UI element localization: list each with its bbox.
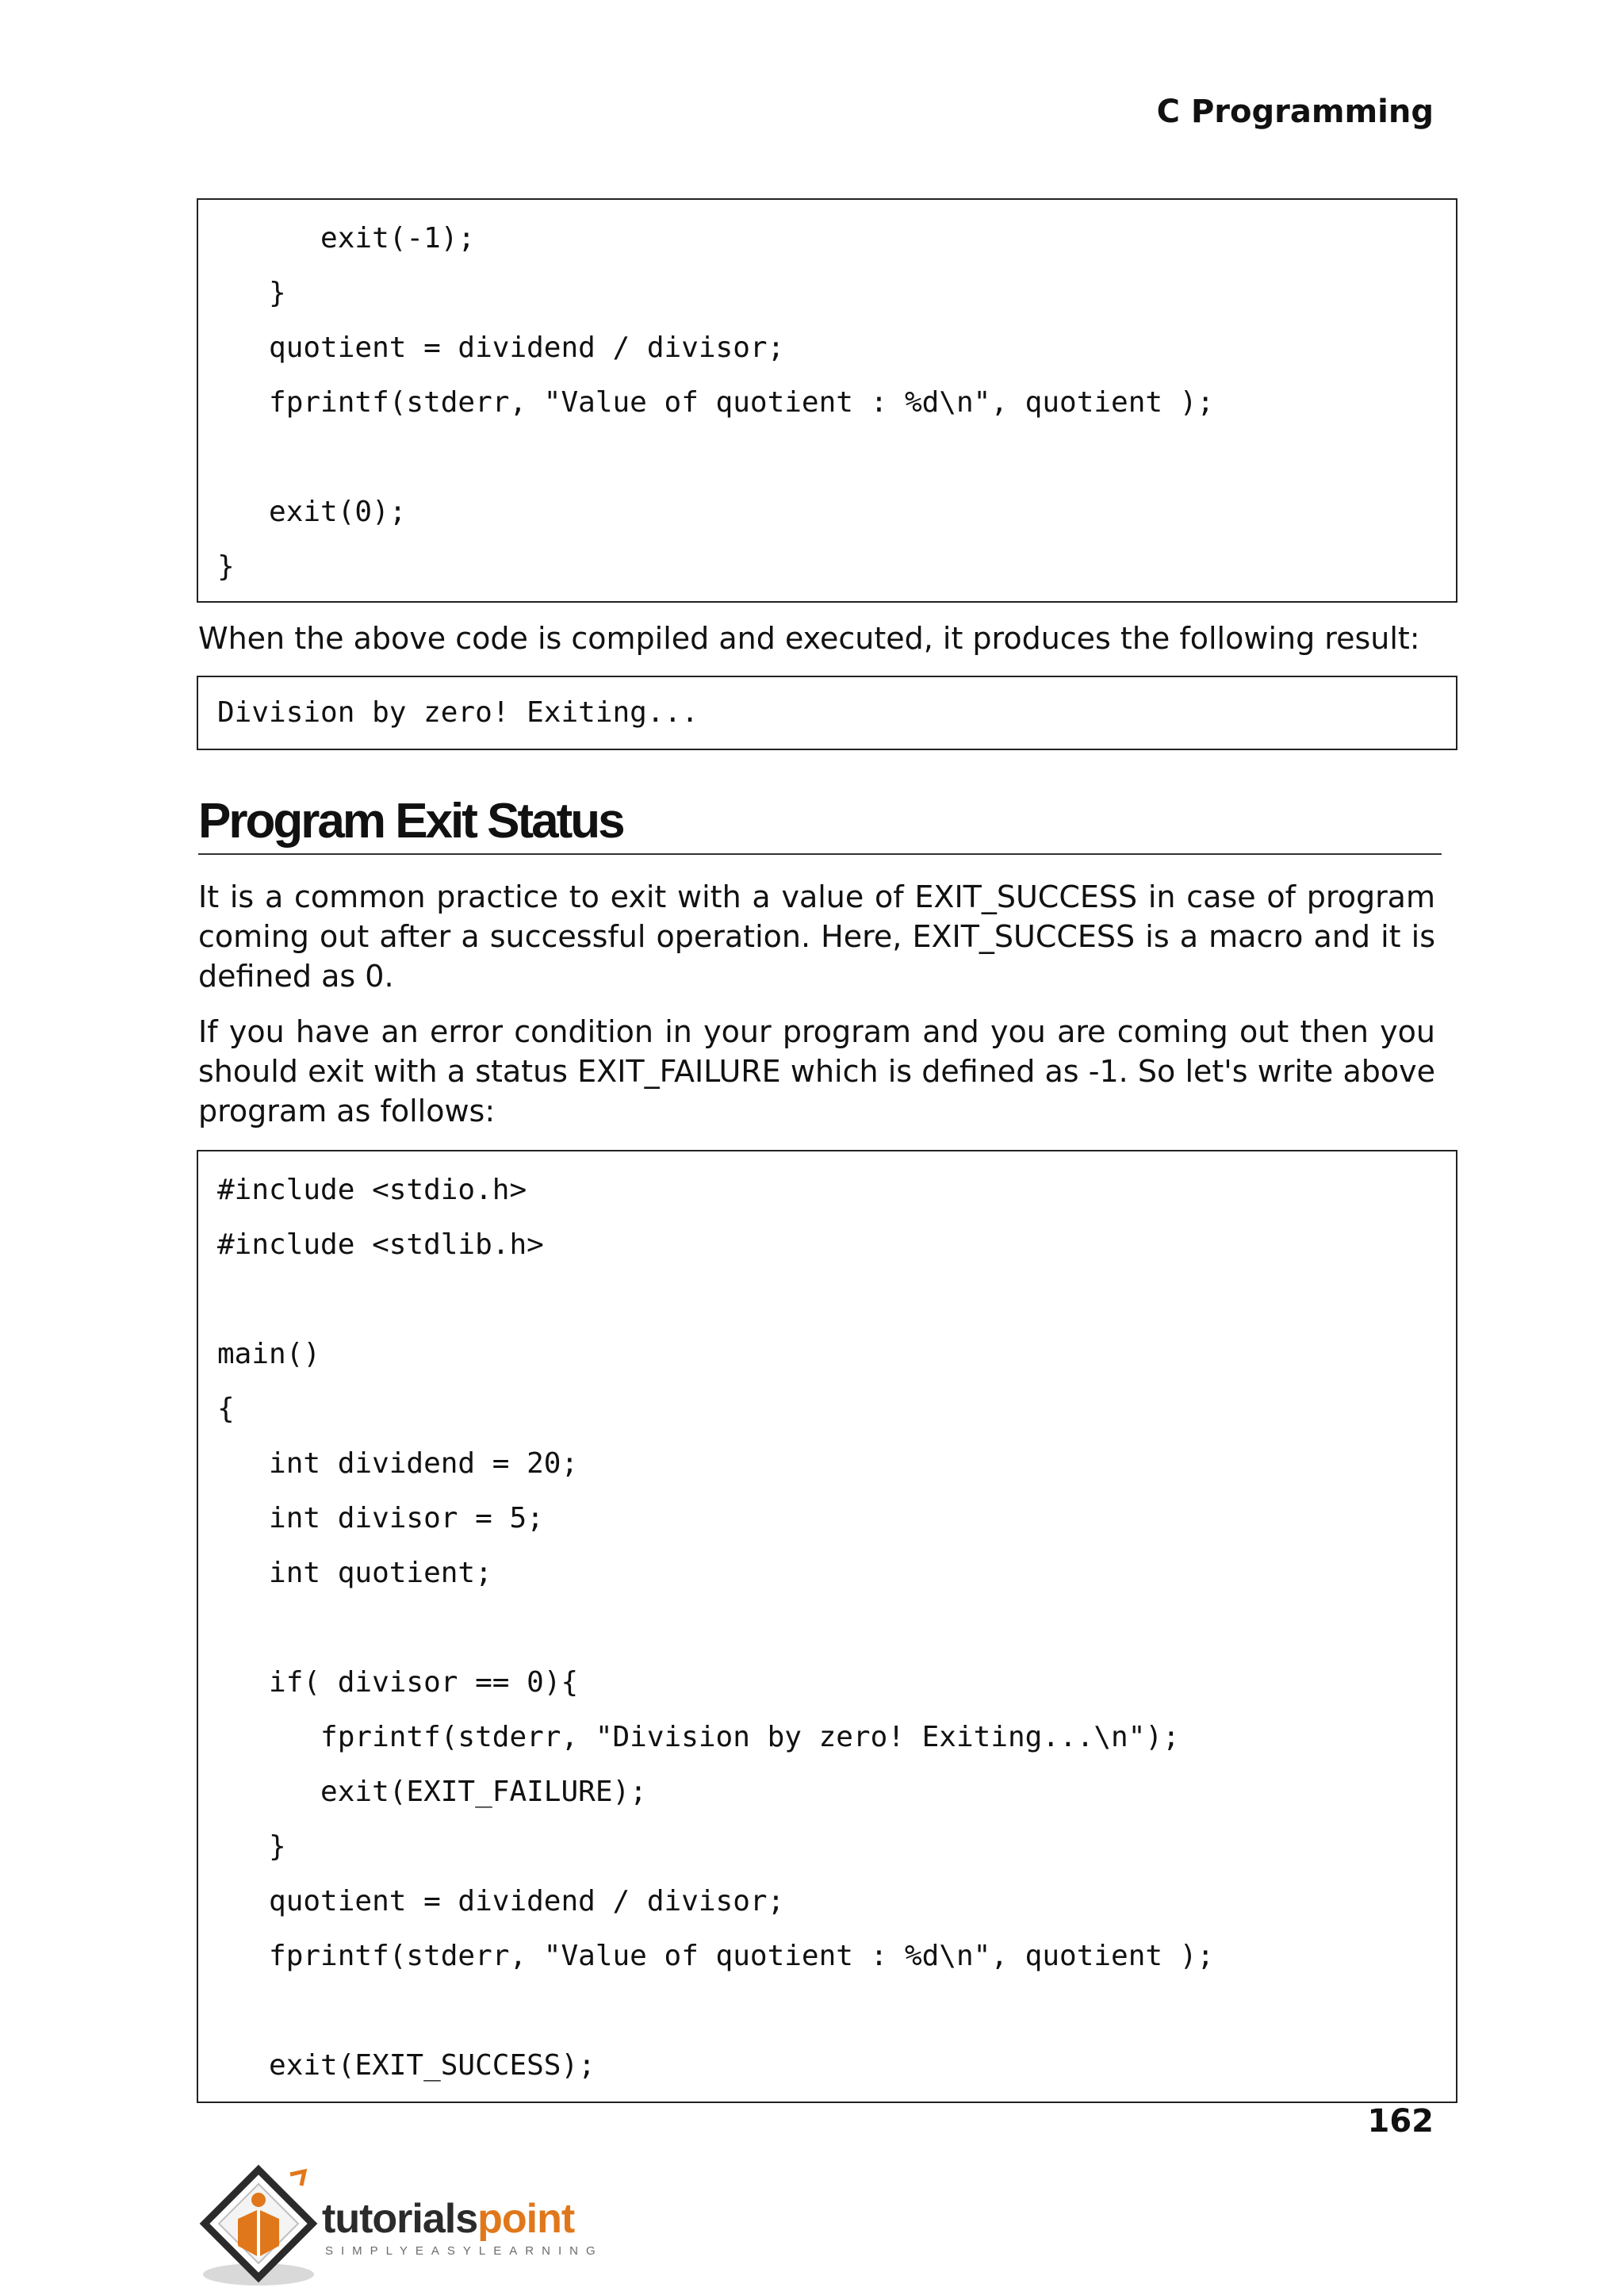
- code-line: }: [217, 1830, 286, 1863]
- code-line: exit(EXIT_SUCCESS);: [217, 2049, 596, 2082]
- code-line: [198, 1983, 1456, 2038]
- logo-word-tutorials: tutorials: [322, 2196, 478, 2242]
- section-title: Program Exit Status: [198, 790, 1442, 855]
- code-line: exit(EXIT_FAILURE);: [217, 1776, 647, 1808]
- code-line: {: [217, 1393, 235, 1425]
- logo-wordmark: [322, 2195, 574, 2243]
- paragraph-2: If you have an error condition in your program and you are coming out then you should exit with a status EXIT_FAILURE which is defined as -1. So let's write above program as follows:: [198, 1014, 1435, 1128]
- header-title: C Programming: [1156, 94, 1434, 130]
- code-line: int dividend = 20;: [217, 1447, 579, 1480]
- code-block-1: [197, 198, 1457, 603]
- code-line: }: [217, 550, 235, 583]
- output-line: Division by zero! Exiting...: [217, 696, 699, 729]
- code-line: [198, 430, 1456, 485]
- result-intro: When the above code is compiled and executed, it produces the following result:: [198, 621, 1420, 656]
- page-number: 162: [1367, 2103, 1434, 2140]
- code-line: main(): [217, 1338, 321, 1370]
- code-block-2: [197, 1150, 1457, 2103]
- code-line: if( divisor == 0){: [217, 1666, 579, 1699]
- logo-word-point: point: [477, 2196, 575, 2242]
- code-line: }: [217, 277, 286, 309]
- code-line: exit(-1);: [217, 222, 476, 255]
- code-line: fprintf(stderr, "Value of quotient : %d\n", quotient );: [217, 386, 1215, 419]
- code-line: quotient = dividend / divisor;: [217, 1885, 785, 1918]
- tutorialspoint-logo: [197, 2163, 641, 2290]
- paragraph-1: It is a common practice to exit with a value of EXIT_SUCCESS in case of program coming out after a successful operation. Here, EXIT_SUCCESS is a macro and it is defined as 0.: [198, 879, 1435, 994]
- code-line: quotient = dividend / divisor;: [217, 331, 785, 364]
- logo-tagline: SIMPLYEASYLEARNING: [325, 2244, 603, 2258]
- code-line: exit(0);: [217, 496, 407, 528]
- code-line: [198, 1600, 1456, 1655]
- code-line: int quotient;: [217, 1557, 492, 1589]
- code-line: int divisor = 5;: [217, 1502, 544, 1534]
- logo-emblem-icon: [197, 2163, 331, 2294]
- code-line: #include <stdlib.h>: [217, 1228, 544, 1261]
- code-line: fprintf(stderr, "Value of quotient : %d\n", quotient );: [217, 1940, 1215, 1972]
- code-line: #include <stdio.h>: [217, 1174, 527, 1206]
- output-block: [197, 676, 1457, 750]
- code-line: fprintf(stderr, "Division by zero! Exiting...\n");: [217, 1721, 1180, 1753]
- code-line: [198, 1272, 1456, 1327]
